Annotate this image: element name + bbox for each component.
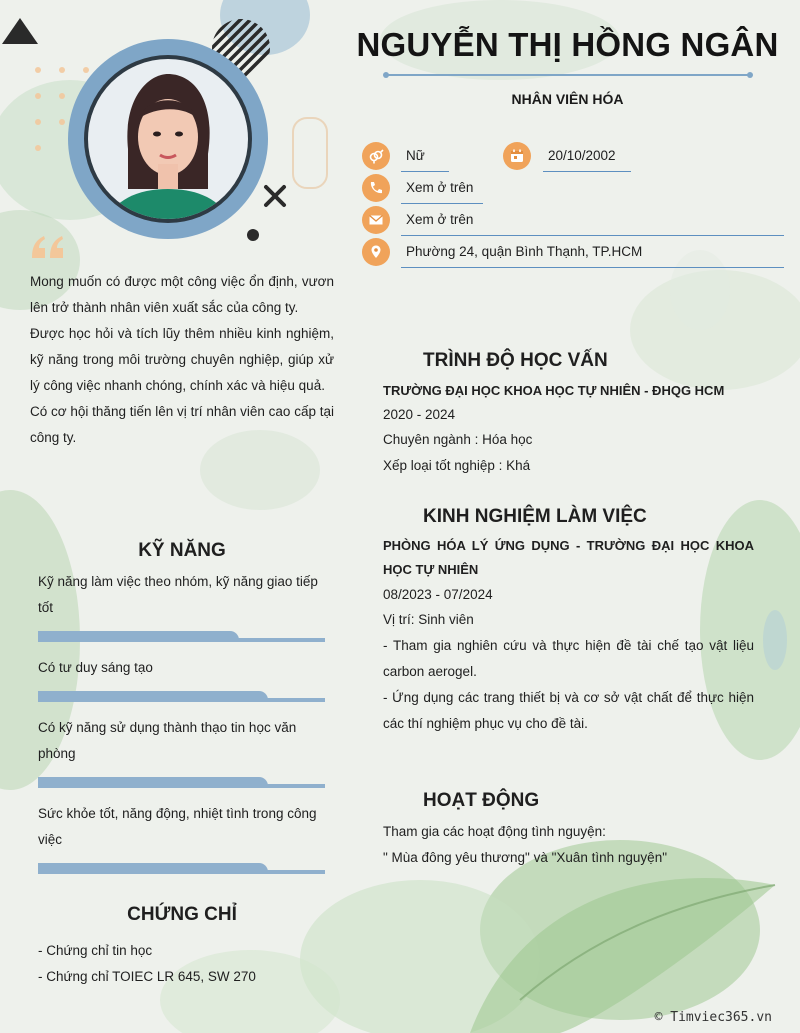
candidate-name: NGUYỄN THỊ HỒNG NGÂN	[356, 26, 779, 63]
objective-paragraph: Mong muốn có được một công việc ổn định, vươn lên trở thành nhân viên xuất sắc của công ty.	[30, 274, 334, 315]
activities-heading: HOẠT ĐỘNG	[423, 790, 540, 811]
email-underline	[401, 235, 784, 236]
birthday-underline	[543, 171, 631, 172]
gender-value: Nữ	[406, 148, 425, 163]
experience-period: 08/2023 - 07/2024	[383, 587, 493, 602]
skills-heading: KỸ NĂNG	[138, 540, 226, 561]
skill-label: Có kỹ năng sử dụng thành thạo tin học văn phòng	[38, 720, 297, 761]
birthday-value: 20/10/2002	[548, 148, 616, 163]
school-name: TRƯỜNG ĐẠI HỌC KHOA HỌC TỰ NHIÊN - ĐHQG HCM	[383, 383, 725, 398]
education-heading: TRÌNH ĐỘ HỌC VẤN	[423, 350, 608, 371]
skill-bar	[38, 691, 325, 702]
gender-icon	[362, 142, 390, 170]
experience-duty: - Tham gia nghiên cứu và thực hiện đề tài chế tạo vật liệu carbon aerogel.	[383, 638, 754, 679]
education-major: Chuyên ngành : Hóa học	[383, 432, 533, 447]
email-value: Xem ở trên	[406, 212, 474, 227]
certificates-heading: CHỨNG CHỈ	[127, 904, 237, 925]
gender-underline	[401, 171, 449, 172]
certificate-item: - Chứng chỉ TOIEC LR 645, SW 270	[38, 969, 256, 984]
activity-line: Tham gia các hoạt động tình nguyện:	[383, 824, 606, 839]
quote-icon	[30, 234, 66, 260]
education-grade: Xếp loại tốt nghiệp : Khá	[383, 458, 531, 473]
education-period: 2020 - 2024	[383, 407, 456, 422]
skill-bar-track	[38, 870, 325, 874]
skill-label: Kỹ năng làm việc theo nhóm, kỹ năng giao tiếp tốt	[38, 574, 318, 615]
location-icon	[362, 238, 390, 266]
phone-value: Xem ở trên	[406, 180, 474, 195]
skill-label: Sức khỏe tốt, năng động, nhiệt tình trong công việc	[38, 806, 317, 847]
phone-icon	[362, 174, 390, 202]
certificate-item: - Chứng chỉ tin học	[38, 943, 153, 958]
job-title: NHÂN VIÊN HÓA	[511, 91, 624, 107]
phone-underline	[401, 203, 483, 204]
activity-line: " Mùa đông yêu thương" và "Xuân tình nguyện"	[383, 850, 667, 865]
experience-heading: KINH NGHIỆM LÀM VIỆC	[423, 506, 647, 527]
address-underline	[401, 267, 784, 268]
career-objective	[30, 269, 334, 451]
skill-bar-track	[38, 638, 325, 642]
skill-label: Có tư duy sáng tạo	[38, 660, 153, 675]
name-divider	[385, 74, 751, 76]
skill-bar	[38, 863, 325, 874]
avatar	[68, 39, 268, 239]
skill-bar-track	[38, 784, 325, 788]
skill-bar	[38, 777, 325, 788]
company-name: PHÒNG HÓA LÝ ỨNG DỤNG - TRƯỜNG ĐẠI HỌC KHOA HỌC TỰ NHIÊN	[383, 538, 754, 577]
watermark: © Timviec365.vn	[654, 1010, 772, 1025]
calendar-icon	[503, 142, 531, 170]
objective-paragraph: Có cơ hội thăng tiến lên vị trí nhân viên cao cấp tại công ty.	[30, 404, 334, 445]
address-value: Phường 24, quận Bình Thạnh, TP.HCM	[406, 244, 643, 259]
skill-bar-track	[38, 698, 325, 702]
mail-icon	[362, 206, 390, 234]
experience-duty: - Ứng dụng các trang thiết bị và cơ sở vật chất để thực hiện các thí nghiệm phục vụ cho đề tài.	[383, 690, 754, 731]
experience-position: Vị trí: Sinh viên	[383, 612, 474, 627]
objective-paragraph: Được học hỏi và tích lũy thêm nhiều kinh nghiệm, kỹ năng trong môi trường chuyên nghiệp, giúp xử lý công việc nhanh chóng, chính xác và hiệu quả.	[30, 326, 334, 393]
skill-bar	[38, 631, 325, 642]
